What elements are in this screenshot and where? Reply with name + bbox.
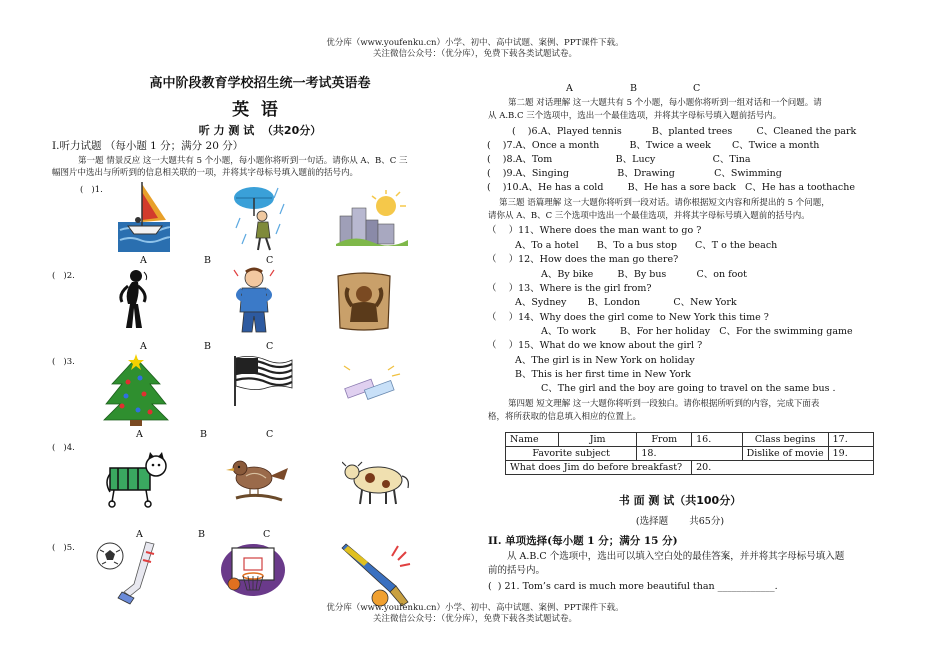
table-cell-breakfast-label: What does Jim do before breakfast?: [506, 461, 692, 475]
q3-option-b: B: [200, 429, 207, 440]
tired-man-image: [114, 268, 156, 332]
page-footer: [0, 603, 950, 625]
soccer-kick-image: [94, 540, 164, 606]
bird-image: [226, 452, 290, 508]
question-6: ( )6.A、Played tennis B、planted trees C、Cleaned the park: [512, 126, 857, 137]
section2-instructions-1: 从 A.B.C 个选项中，选出可以填入空白处的最佳答案，并并将其字母标号填入题: [507, 551, 845, 562]
table-cell-from-label: From: [637, 433, 692, 447]
question-15-option-c: C、The girl and the boy are going to travel on the same bus .: [541, 383, 836, 394]
question-5-label: ( )5.: [52, 543, 75, 553]
firecracker-image: [338, 364, 402, 412]
question-1-label: ( )1.: [80, 185, 103, 195]
table-cell-subject-answer[interactable]: 18.: [637, 447, 742, 461]
table-cell-movie-label: Dislike of movie: [742, 447, 828, 461]
cow-image: [342, 456, 414, 506]
table-cell-class-answer[interactable]: 17.: [828, 433, 873, 447]
question-12-options: A、By bike B、By bus C、on foot: [541, 269, 747, 280]
question-11: （ ）11、Where does the man want to go ?: [487, 225, 702, 236]
table-cell-name-label: Name: [506, 433, 559, 447]
question-13: （ ）13、Where is the girl from?: [487, 283, 652, 294]
prev-options-a: A: [566, 83, 573, 94]
page-header: [0, 38, 950, 60]
table-cell-from-answer[interactable]: 16.: [692, 433, 742, 447]
q3-option-a: A: [136, 429, 143, 440]
question-8: ( )8.A、Tom B、Lucy C、Tina: [487, 154, 751, 165]
question-21: ( ) 21. Tom’s card is much more beautiful than ____________.: [488, 581, 778, 592]
subject-title: 英 语: [232, 100, 278, 120]
listening-info-table: [505, 432, 874, 475]
question-14-options: A、To work B、For her holiday C、For the swimming game: [541, 326, 853, 337]
question-12: （ ）12、How does the man go there?: [487, 254, 679, 265]
part1-instructions-1: 第一题 情景反应 这一大题共有 5 个小题，每小题你将听到一句话。请你从 A、B、C 三: [78, 156, 408, 166]
exam-title: 高中阶段教育学校招生统一考试英语卷: [149, 76, 371, 91]
question-4-label: ( )4.: [52, 443, 75, 453]
q1-option-b: B: [204, 255, 211, 266]
section2-title: II. 单项选择(每小题 1 分；满分 15 分): [488, 535, 678, 547]
written-heading: 书 面 测 试（共100分）: [618, 494, 742, 507]
question-15-option-b: B、This is her first time in New York: [515, 369, 691, 380]
table-cell-breakfast-answer[interactable]: 20.: [692, 461, 874, 475]
prev-options-c: C: [693, 83, 701, 94]
table-row: [506, 447, 874, 461]
table-row: [506, 461, 874, 475]
prev-options-b: B: [630, 83, 637, 94]
part4-instructions-2: 格，将所获取的信息填入相应的位置上。: [488, 412, 642, 422]
old-photo-man-image: [334, 270, 394, 332]
basketball-hoop-image: [220, 542, 286, 600]
question-11-options: A、To a hotel B、To a bus stop C、T o the beach: [515, 240, 778, 251]
question-7: ( )7.A、Once a month B、Twice a week C、Twice a month: [487, 140, 820, 151]
header-line-2: 关注微信公众号：（优分库），免费下载各类试题试卷。: [372, 49, 577, 59]
table-cell-class-label: Class begins: [742, 433, 828, 447]
section1-title: I.听力试题 （每小题 1 分；满分 20 分）: [52, 140, 244, 152]
question-15-option-a: A、The girl is in New York on holiday: [515, 355, 695, 366]
part2-instructions-2: 从 A.B.C 三个选项中，选出一个最佳选项，并将其字母标号填入题前括号内。: [488, 111, 782, 121]
rain-umbrella-image: [232, 182, 290, 252]
q1-option-a: A: [140, 255, 147, 266]
question-10: ( )10.A、He has a cold B、He has a sore back C、He has a toothache: [487, 182, 855, 193]
question-14: （ ）14、Why does the girl come to New York this time ?: [487, 312, 769, 323]
q2-option-c: C: [266, 341, 274, 352]
q1-option-c: C: [266, 255, 274, 266]
question-2-label: ( )2.: [52, 271, 75, 281]
choice-note: (选择题 共65分): [635, 516, 725, 527]
q4-option-c: C: [263, 529, 271, 540]
american-flag-image: [232, 354, 294, 406]
footer-line-2: 关注微信公众号：（优分库），免费下载各类试题试卷。: [372, 614, 577, 624]
baseball-bat-image: [338, 540, 414, 608]
part2-instructions-1: 第二题 对话理解 这一大题共有 5 个小题，每小题你将听到一组对话和一个问题。请: [508, 98, 822, 108]
header-line-1: 优分库（www.youfenku.cn）小学、初中、高中试题、案例、PPT课件下载。: [326, 38, 624, 48]
part3-instructions-2: 请你从 A、B、C 三个选项中选出一个最佳选项，并将其字母标号填入题前的括号内。: [488, 211, 810, 221]
question-3-label: ( )3.: [52, 357, 75, 367]
part3-instructions-1: 第三题 语篇理解 这一大题你将听到一段对话。请你根据短文内容和所提出的 5 个问题，: [499, 198, 830, 208]
q4-option-a: A: [136, 529, 143, 540]
listening-heading: 听 力 测 试 （共20分）: [198, 124, 322, 137]
question-15: （ ）15、What do we know about the girl ?: [487, 340, 703, 351]
table-cell-subject-label: Favorite subject: [506, 447, 637, 461]
sick-man-image: [230, 266, 278, 334]
sailboat-image: [118, 180, 170, 252]
section2-instructions-2: 前的括号内。: [488, 565, 546, 576]
q2-option-a: A: [140, 341, 147, 352]
q2-option-b: B: [204, 341, 211, 352]
table-cell-name-value: Jim: [558, 433, 637, 447]
table-row: [506, 433, 874, 447]
q3-option-c: C: [266, 429, 274, 440]
part4-instructions-1: 第四题 短文理解 这一大题你将听到一段独白。请你根据所听到的内容，完成下面表: [508, 399, 820, 409]
question-13-options: A、Sydney B、London C、New York: [515, 297, 737, 308]
q4-option-b: B: [198, 529, 205, 540]
footer-line-1: 优分库（www.youfenku.cn）小学、初中、高中试题、案例、PPT课件下载。: [326, 603, 624, 613]
city-sun-image: [336, 190, 408, 246]
cat-image: [106, 452, 172, 508]
part1-instructions-2: 幅图片中选出与所听到的信息相关联的一项，并将其字母标号填入题前的括号内。: [52, 168, 359, 178]
question-9: ( )9.A、Singing B、Drawing C、Swimming: [487, 168, 782, 179]
christmas-tree-image: [102, 354, 170, 426]
table-cell-movie-answer[interactable]: 19.: [828, 447, 873, 461]
